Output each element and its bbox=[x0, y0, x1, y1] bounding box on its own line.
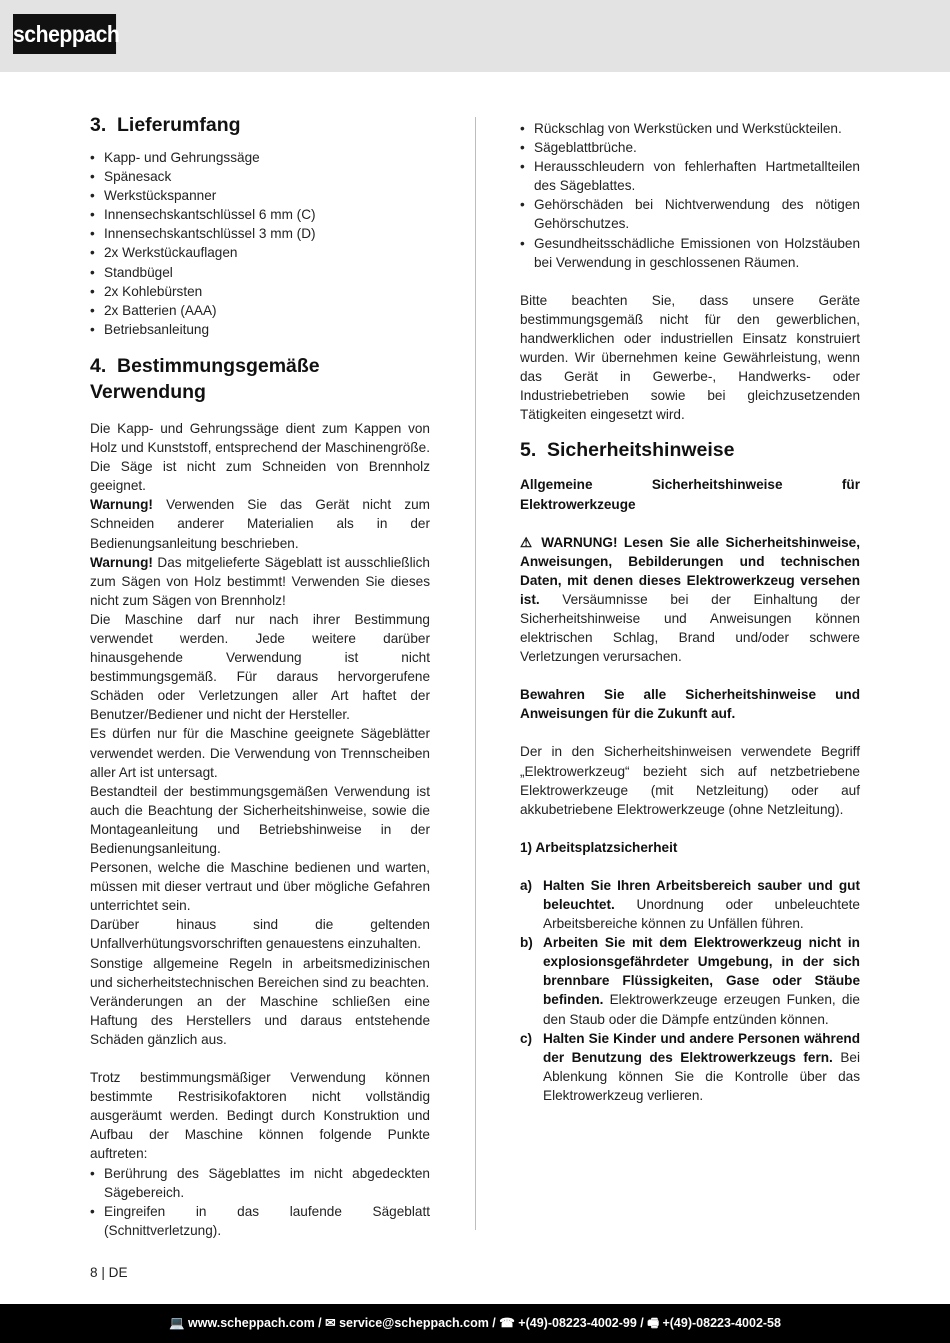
page-number: 8 | DE bbox=[90, 1265, 128, 1280]
list-item: • Gehörschäden bei Nichtverwendung des nötigen Gehörschutzes. bbox=[520, 195, 860, 233]
list-item: • Spänesack bbox=[90, 167, 430, 186]
list-item: • Standbügel bbox=[90, 263, 430, 282]
workplace-safety-list bbox=[520, 876, 860, 1105]
paragraph: Darüber hinaus sind die geltenden Unfallverhütungsvorschriften genauestens einzuhalten. bbox=[90, 917, 430, 952]
subheading: 1) Arbeitsplatzsicherheit bbox=[520, 839, 678, 855]
list-item: a) Halten Sie Ihren Arbeitsbereich sauber und gut beleuchtet. Unordnung oder unbeleuchtete Arbeitsbereiche können zu Unfällen führen. bbox=[520, 877, 860, 932]
list-item: b) Arbeiten Sie mit dem Elektrowerkzeug nicht in explosionsgefährdeter Umgebung, in der sich brennbare Flüssigkeiten, Gase oder Stäube befinden. Elektrowerkzeuge erzeugen Funken, die den Staub oder die Dämpfe entzünden können. bbox=[520, 935, 860, 1027]
paragraph: Bewahren Sie alle Sicherheitshinweise und Anweisungen für die Zukunft auf. bbox=[520, 687, 860, 722]
section-3-heading: 3. Lieferumfang bbox=[90, 114, 241, 136]
list-item: • Eingreifen in das laufende Sägeblatt (Schnittverletzung). bbox=[90, 1202, 430, 1240]
delivery-list bbox=[90, 148, 430, 339]
section-5-heading: 5. Sicherheitshinweise bbox=[520, 439, 735, 462]
list-item: • Rückschlag von Werkstücken und Werkstückteilen. bbox=[520, 119, 860, 138]
paragraph: Sonstige allgemeine Regeln in arbeitsmedizinischen und sicherheitstechnischen Bereichen sind zu beachten. bbox=[90, 955, 430, 990]
list-item: • 2x Batterien (AAA) bbox=[90, 301, 430, 320]
list-item: c) Halten Sie Kinder und andere Personen während der Benutzung des Elektrowerkzeugs fern. Bei Ablenkung können Sie die Kontrolle über das Elektrowerkzeug verlieren. bbox=[520, 1030, 860, 1103]
residual-risk-list-cont bbox=[520, 119, 860, 272]
header-bar bbox=[0, 0, 950, 72]
warning-paragraph: Warnung! Das mitgelieferte Sägeblatt ist ausschließlich zum Sägen von Holz bestimmt! Verwenden Sie dieses nicht zum Sägen von Brennholz! bbox=[90, 554, 430, 608]
section-4-heading: 4. Bestimmungsgemäße Verwendung bbox=[90, 354, 320, 403]
warning-icon: ⚠ bbox=[520, 534, 535, 550]
paragraph: Die Kapp- und Gehrungssäge dient zum Kappen von Holz und Kunststoff, entsprechend der Maschinengröße. Die Säge ist nicht zum Schneiden von Brennholz geeignet. bbox=[90, 420, 430, 494]
list-item: • Innensechskantschlüssel 6 mm (C) bbox=[90, 205, 430, 224]
column-divider bbox=[475, 117, 476, 1230]
left-column bbox=[90, 112, 430, 1240]
paragraph: Personen, welche die Maschine bedienen und warten, müssen mit dieser vertraut und über mögliche Gefahren unterrichtet sein. bbox=[90, 860, 430, 914]
paragraph: Die Maschine darf nur nach ihrer Bestimmung verwendet werden. Jede weitere darüber hinausgehende Verwendung ist nicht bestimmungsgemäß. Für daraus hervorgerufene Schäden oder Verletzungen aller Art haftet der Benutzer/Bediener und nicht der Hersteller. bbox=[90, 611, 430, 723]
subheading: Allgemeine Sicherheitshinweise für Elektrowerkzeuge bbox=[520, 477, 860, 512]
list-item: • Betriebsanleitung bbox=[90, 320, 430, 339]
residual-risk-list bbox=[90, 1164, 430, 1240]
paragraph: Es dürfen nur für die Maschine geeignete Sägeblätter verwendet werden. Die Verwendung von Trennscheiben aller Art ist untersagt. bbox=[90, 726, 430, 780]
list-item: • 2x Werkstückauflagen bbox=[90, 243, 430, 262]
footer-contact: 💻 www.scheppach.com / ✉ service@scheppach.com / ☎ +(49)-08223-4002-99 / 🖷 +(49)-08223-4002-58 bbox=[169, 1316, 781, 1330]
scheppach-logo: scheppach bbox=[13, 14, 116, 54]
warning-paragraph: Warnung! Verwenden Sie das Gerät nicht zum Schneiden anderer Materialien als in der Bedienungsanleitung beschrieben. bbox=[90, 497, 430, 551]
list-item: • Berührung des Sägeblattes im nicht abgedeckten Sägebereich. bbox=[90, 1164, 430, 1202]
footer-bar bbox=[0, 1304, 950, 1343]
list-item: • Werkstückspanner bbox=[90, 186, 430, 205]
list-item: • Kapp- und Gehrungssäge bbox=[90, 148, 430, 167]
paragraph: Veränderungen an der Maschine schließen eine Haftung des Herstellers und daraus entstehende Schäden gänzlich aus. bbox=[90, 993, 430, 1047]
paragraph: Der in den Sicherheitshinweisen verwendete Begriff „Elektrowerkzeug“ bezieht sich auf netzbetriebene Elektrowerkzeuge (mit Netzleitung) oder auf akkubetriebene Elektrowerkzeuge (ohne Netzleitung). bbox=[520, 744, 860, 817]
paragraph: Bestandteil der bestimmungsgemäßen Verwendung ist auch die Beachtung der Sicherheitshinweise, sowie die Montageanleitung und Betriebshinweise in der Bedienungsanleitung. bbox=[90, 783, 430, 856]
warning-paragraph: ⚠ WARNUNG! Lesen Sie alle Sicherheitshinweise, Anweisungen, Bebilderungen und technischen Daten, mit denen dieses Elektrowerkzeug versehen ist. Versäumnisse bei der Einhaltung der Sicherheitshinweise und Anweisungen können elektrischen Schlag, Brand und/oder schwere Verletzungen verursachen. bbox=[520, 534, 860, 665]
paragraph: Bitte beachten Sie, dass unsere Geräte bestimmungsgemäß nicht für den gewerblichen, handwerklichen oder industriellen Einsatz konstruiert wurden. Wir übernehmen keine Gewährleistung, wenn das Gerät in Gewerbe-, Handwerks- oder Industriebetrieben sowie bei gleichzusetzenden Tätigkeiten eingesetzt wird. bbox=[520, 292, 860, 423]
list-item: • Herausschleudern von fehlerhaften Hartmetallteilen des Sägeblattes. bbox=[520, 157, 860, 195]
paragraph: Trotz bestimmungsmäßiger Verwendung können bestimmte Restrisikofaktoren nicht vollständig ausgeräumt werden. Bedingt durch Konstruktion und Aufbau der Maschine können folgende Punkte auftreten: bbox=[90, 1070, 430, 1162]
list-item: • Sägeblattbrüche. bbox=[520, 138, 860, 157]
list-item: • 2x Kohlebürsten bbox=[90, 282, 430, 301]
list-item: • Gesundheitsschädliche Emissionen von Holzstäuben bei Verwendung in geschlossenen Räumen. bbox=[520, 234, 860, 272]
right-column bbox=[520, 119, 860, 1105]
list-item: • Innensechskantschlüssel 3 mm (D) bbox=[90, 224, 430, 243]
